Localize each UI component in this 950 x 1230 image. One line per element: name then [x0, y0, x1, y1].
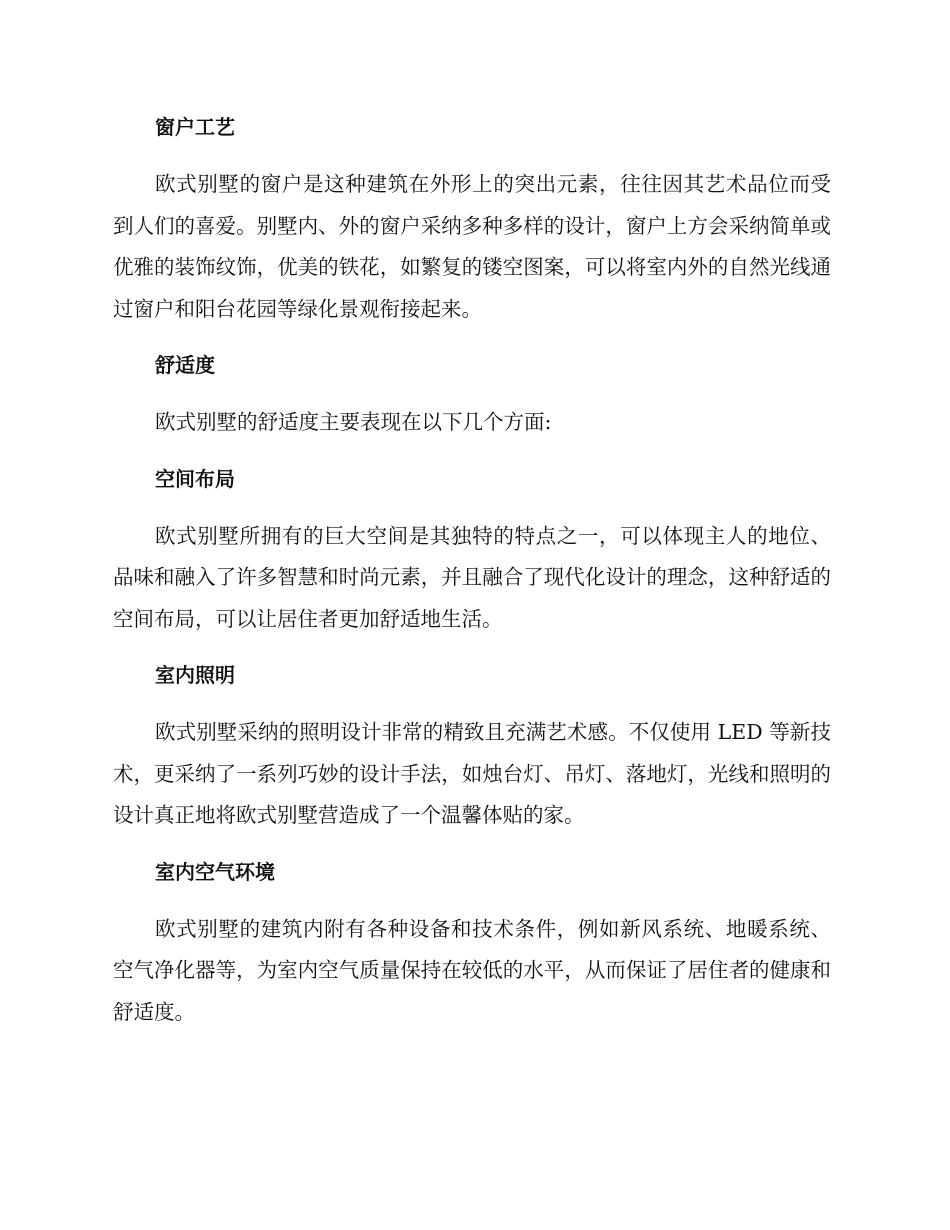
section-paragraph-comfort: 欧式别墅的舒适度主要表现在以下几个方面:	[155, 410, 552, 434]
section-heading-indoor-lighting: 室内照明	[155, 663, 235, 687]
section-paragraph-space-layout: 欧式别墅所拥有的巨大空间是其独特的特点之一，可以体现主人的地位、品味和融入了许多智慧和时尚元素，并且融合了现代化设计的理念，这种舒适的空间布局，可以让居住者更加舒适地生活。	[113, 523, 831, 631]
section-heading-space-layout: 空间布局	[155, 466, 235, 491]
section-paragraph-window-craft: 欧式别墅的窗户是这种建筑在外形上的突出元素，往往因其艺术品位而受到人们的喜爱。别墅内、外的窗户采纳多种多样的设计，窗户上方会采纳简单或优雅的装饰纹饰，优美的铁花，如繁复的镂空图案，可以将室内外的自然光线通过窗户和阳台花园等绿化景观衔接起来。	[113, 172, 831, 321]
section-heading-window-craft: 窗户工艺	[155, 115, 235, 139]
section-heading-indoor-air: 室内空气环境	[155, 859, 275, 884]
document-page	[113, 108, 831, 1049]
section-paragraph-indoor-lighting: 欧式别墅采纳的照明设计非常的精致且充满艺术感。不仅使用 LED 等新技术，更采纳了一系列巧妙的设计手法，如烛台灯、吊灯、落地灯，光线和照明的设计真正地将欧式别墅营造成了一个温馨体贴的家。	[113, 720, 831, 827]
section-heading-comfort: 舒适度	[155, 353, 215, 377]
section-paragraph-indoor-air: 欧式别墅的建筑内附有各种设备和技术条件，例如新风系统、地暖系统、空气净化器等，为室内空气质量保持在较低的水平，从而保证了居住者的健康和舒适度。	[113, 916, 831, 1024]
